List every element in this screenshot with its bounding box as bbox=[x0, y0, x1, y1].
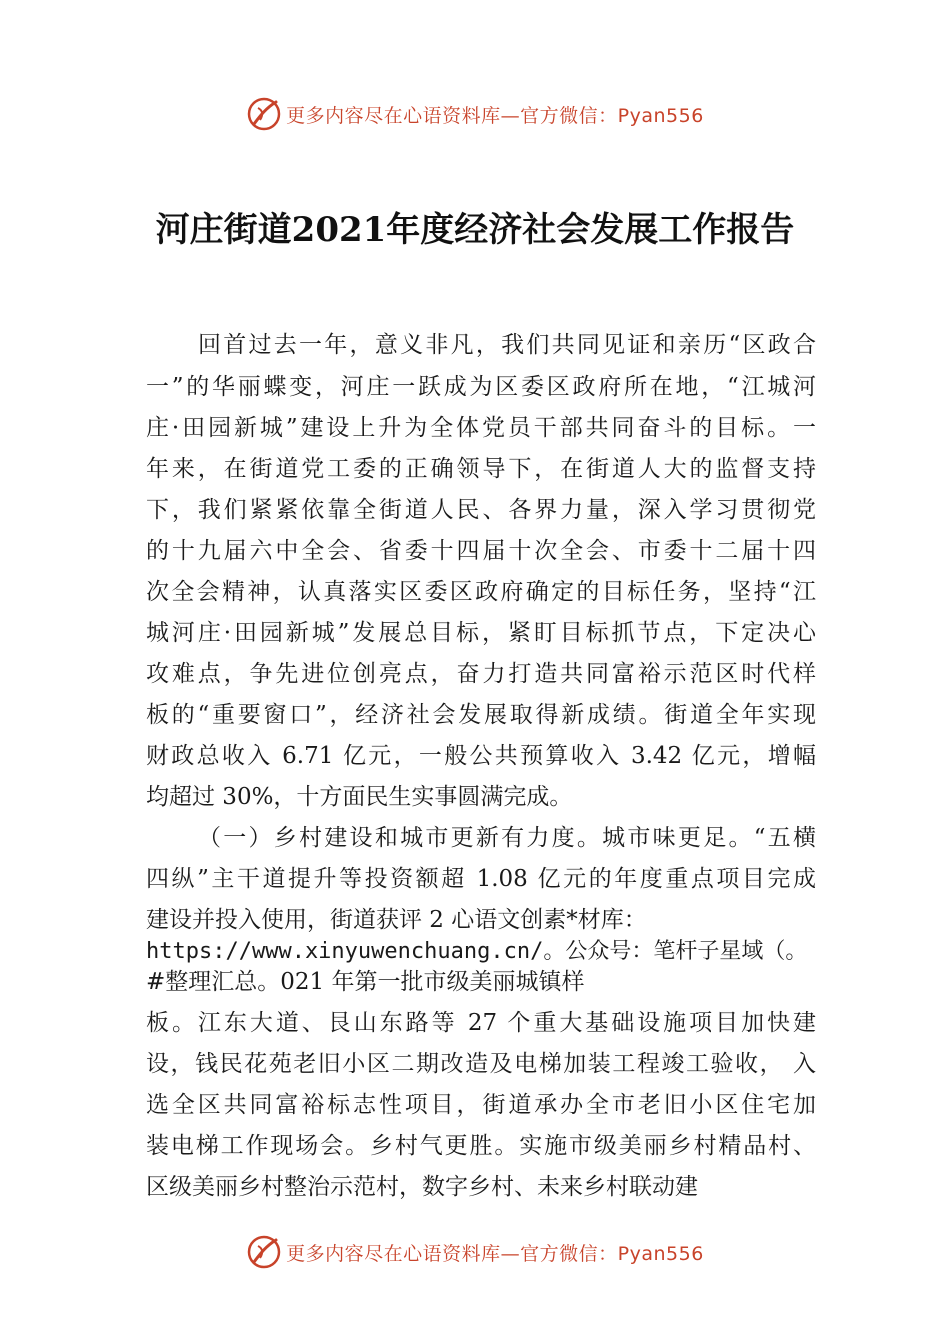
text-line: 一”的华丽蝶变，河庄一跃成为区委区政府所在地，“江城河 bbox=[146, 374, 816, 400]
text-line: 的十九届六中全会、省委十四届十次全会、市委十二届十四 bbox=[146, 538, 816, 564]
text-line: 次全会精神，认真落实区委区政府确定的目标任务，坚持“江 bbox=[146, 579, 816, 605]
text-line: 装电梯工作现场会。乡村气更胜。实施市级美丽乡村精品村、 bbox=[146, 1133, 816, 1159]
brush-logo-icon bbox=[246, 1234, 282, 1270]
watermark-banner-top bbox=[0, 94, 950, 134]
text-line: https://www.xinyuwenchuang.cn/。公众号：笔杆子星域（。 bbox=[146, 939, 808, 964]
text-line: 下，我们紧紧依靠全街道人民、各界力量，深入学习贯彻党 bbox=[146, 497, 816, 523]
text-line: 均超过 30%，十方面民生实事圆满完成。 bbox=[146, 784, 573, 810]
text-line: 庄·田园新城”建设上升为全体党员干部共同奋斗的目标。一 bbox=[146, 415, 816, 441]
text-line: 攻难点，争先进位创亮点，奋力打造共同富裕示范区时代样 bbox=[146, 661, 816, 687]
text-line: 板的“重要窗口”，经济社会发展取得新成绩。街道全年实现 bbox=[146, 702, 816, 728]
text-line: 板。江东大道、艮山东路等 27 个重大基础设施项目加快建 bbox=[146, 1010, 816, 1036]
text-line: 年来，在街道党工委的正确领导下，在街道人大的监督支持 bbox=[146, 456, 816, 482]
watermark-banner-bottom bbox=[0, 1232, 950, 1272]
document-title: 河庄街道2021年度经济社会发展工作报告 bbox=[155, 210, 795, 250]
text-line: 选全区共同富裕标志性项目，街道承办全市老旧小区住宅加 bbox=[146, 1092, 816, 1118]
text-line: 回首过去一年，意义非凡，我们共同见证和亲历“区政合 bbox=[198, 332, 816, 358]
text-line: 财政总收入 6.71 亿元，一般公共预算收入 3.42 亿元，增幅 bbox=[146, 743, 816, 769]
text-line: 设，钱民花苑老旧小区二期改造及电梯加装工程竣工验收， 入 bbox=[146, 1051, 816, 1077]
brush-logo-icon bbox=[246, 96, 282, 132]
text-line: （一）乡村建设和城市更新有力度。城市味更足。“五横 bbox=[198, 825, 816, 851]
text-line: 四纵”主干道提升等投资额超 1.08 亿元的年度重点项目完成 bbox=[146, 866, 816, 892]
text-line: 建设并投入使用，街道获评 2 心语文创素*材库： bbox=[146, 907, 647, 933]
text-line: 区级美丽乡村整治示范村，数字乡村、未来乡村联动建 bbox=[146, 1174, 698, 1200]
banner-text: 更多内容尽在心语资料库—官方微信：Pyan556 bbox=[286, 104, 704, 127]
text-line: #整理汇总。021 年第一批市级美丽城镇样 bbox=[146, 969, 585, 995]
text-line: 城河庄·田园新城”发展总目标，紧盯目标抓节点，下定决心 bbox=[146, 620, 816, 646]
banner-text: 更多内容尽在心语资料库—官方微信：Pyan556 bbox=[286, 1242, 704, 1265]
